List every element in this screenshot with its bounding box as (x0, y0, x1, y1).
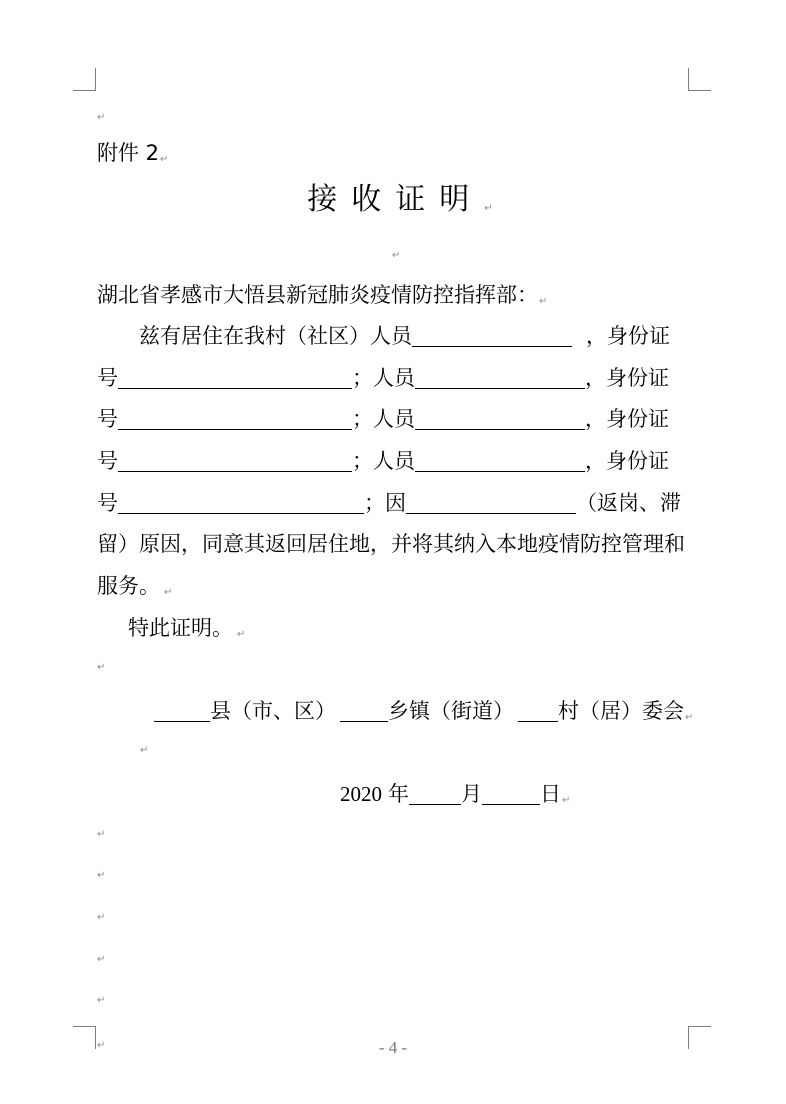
body-text: （返岗、滞 (576, 491, 681, 515)
id-number-blank[interactable] (118, 409, 352, 430)
paragraph-mark: ↵ (97, 954, 106, 965)
signature-line (154, 697, 693, 732)
paragraph-mark: ↵ (160, 154, 169, 165)
town-blank[interactable] (340, 701, 388, 722)
body-text: 号 (97, 449, 118, 473)
body-text: ，身份证 (586, 324, 670, 348)
body-text: 服务。 (97, 574, 160, 598)
body-text: ；人员 (352, 449, 415, 473)
page-number: - 4 - (378, 1038, 408, 1057)
date-line (340, 780, 570, 815)
name-blank[interactable] (412, 326, 572, 347)
body-text: ，身份证 (585, 407, 669, 431)
date-text: 年 (388, 782, 409, 806)
id-number-blank[interactable] (118, 451, 352, 472)
paragraph-mark: ↵ (685, 712, 694, 723)
id-number-blank[interactable] (118, 368, 352, 389)
attachment-label (97, 139, 168, 174)
reason-blank[interactable] (406, 493, 576, 514)
body-text: ；人员 (352, 407, 415, 431)
attachment-text: 附件 2 (97, 141, 160, 165)
paragraph-mark: ↵ (562, 795, 571, 806)
name-blank[interactable] (415, 368, 585, 389)
signature-text: 县（市、区） (210, 699, 336, 723)
body-line-6 (97, 530, 685, 558)
body-text: 号 (97, 407, 118, 431)
signature-text: 村（居）委会 (558, 699, 684, 723)
paragraph-mark: ↵ (237, 629, 246, 640)
paragraph-mark: ↵ (97, 995, 106, 1006)
corner-mark-top-right (688, 68, 711, 91)
title-text: 接收证明 (307, 182, 484, 217)
body-line-5 (97, 489, 681, 517)
body-line-1 (97, 322, 670, 350)
paragraph-mark: ↵ (97, 829, 106, 840)
body-text: 留）原因，同意其返回居住地，并将其纳入本地疫情防控管理和 (97, 532, 685, 556)
closing-text: 特此证明。 (128, 616, 233, 640)
document-title (0, 180, 786, 229)
paragraph-mark: ↵ (140, 745, 149, 756)
body-text: 兹有居住在我村（社区）人员 (139, 324, 412, 348)
village-blank[interactable] (518, 701, 558, 722)
body-text: ，身份证 (585, 366, 669, 390)
date-text: 日 (540, 782, 561, 806)
body-text: ，身份证 (585, 449, 669, 473)
addressee-text: 湖北省孝感市大悟县新冠肺炎疫情防控指挥部： (97, 283, 538, 307)
paragraph-mark: ↵ (97, 1040, 106, 1051)
body-text: 号 (97, 491, 118, 515)
date-year: 2020 (340, 782, 382, 806)
corner-mark-top-left (73, 68, 96, 91)
paragraph-mark: ↵ (539, 296, 548, 307)
paragraph-mark: ↵ (164, 587, 173, 598)
signature-text: 乡镇（街道） (388, 699, 514, 723)
paragraph-mark: ↵ (97, 870, 106, 881)
county-blank[interactable] (154, 701, 210, 722)
body-line-7 (97, 572, 172, 607)
body-line-3 (97, 405, 669, 433)
body-line-2 (97, 364, 669, 392)
date-text: 月 (461, 782, 482, 806)
paragraph-mark: ↵ (97, 662, 106, 673)
name-blank[interactable] (415, 409, 585, 430)
paragraph-mark: ↵ (484, 203, 493, 214)
addressee (97, 281, 547, 316)
body-line-4 (97, 447, 669, 475)
body-text: 号 (97, 366, 118, 390)
closing (128, 614, 245, 649)
paragraph-mark: ↵ (392, 250, 401, 261)
body-text: ；人员 (352, 366, 415, 390)
body-text: ；因 (364, 491, 406, 515)
id-number-blank[interactable] (118, 493, 364, 514)
month-blank[interactable] (409, 784, 461, 805)
paragraph-mark: ↵ (97, 112, 106, 123)
day-blank[interactable] (482, 784, 540, 805)
name-blank[interactable] (415, 451, 585, 472)
paragraph-mark: ↵ (97, 912, 106, 923)
